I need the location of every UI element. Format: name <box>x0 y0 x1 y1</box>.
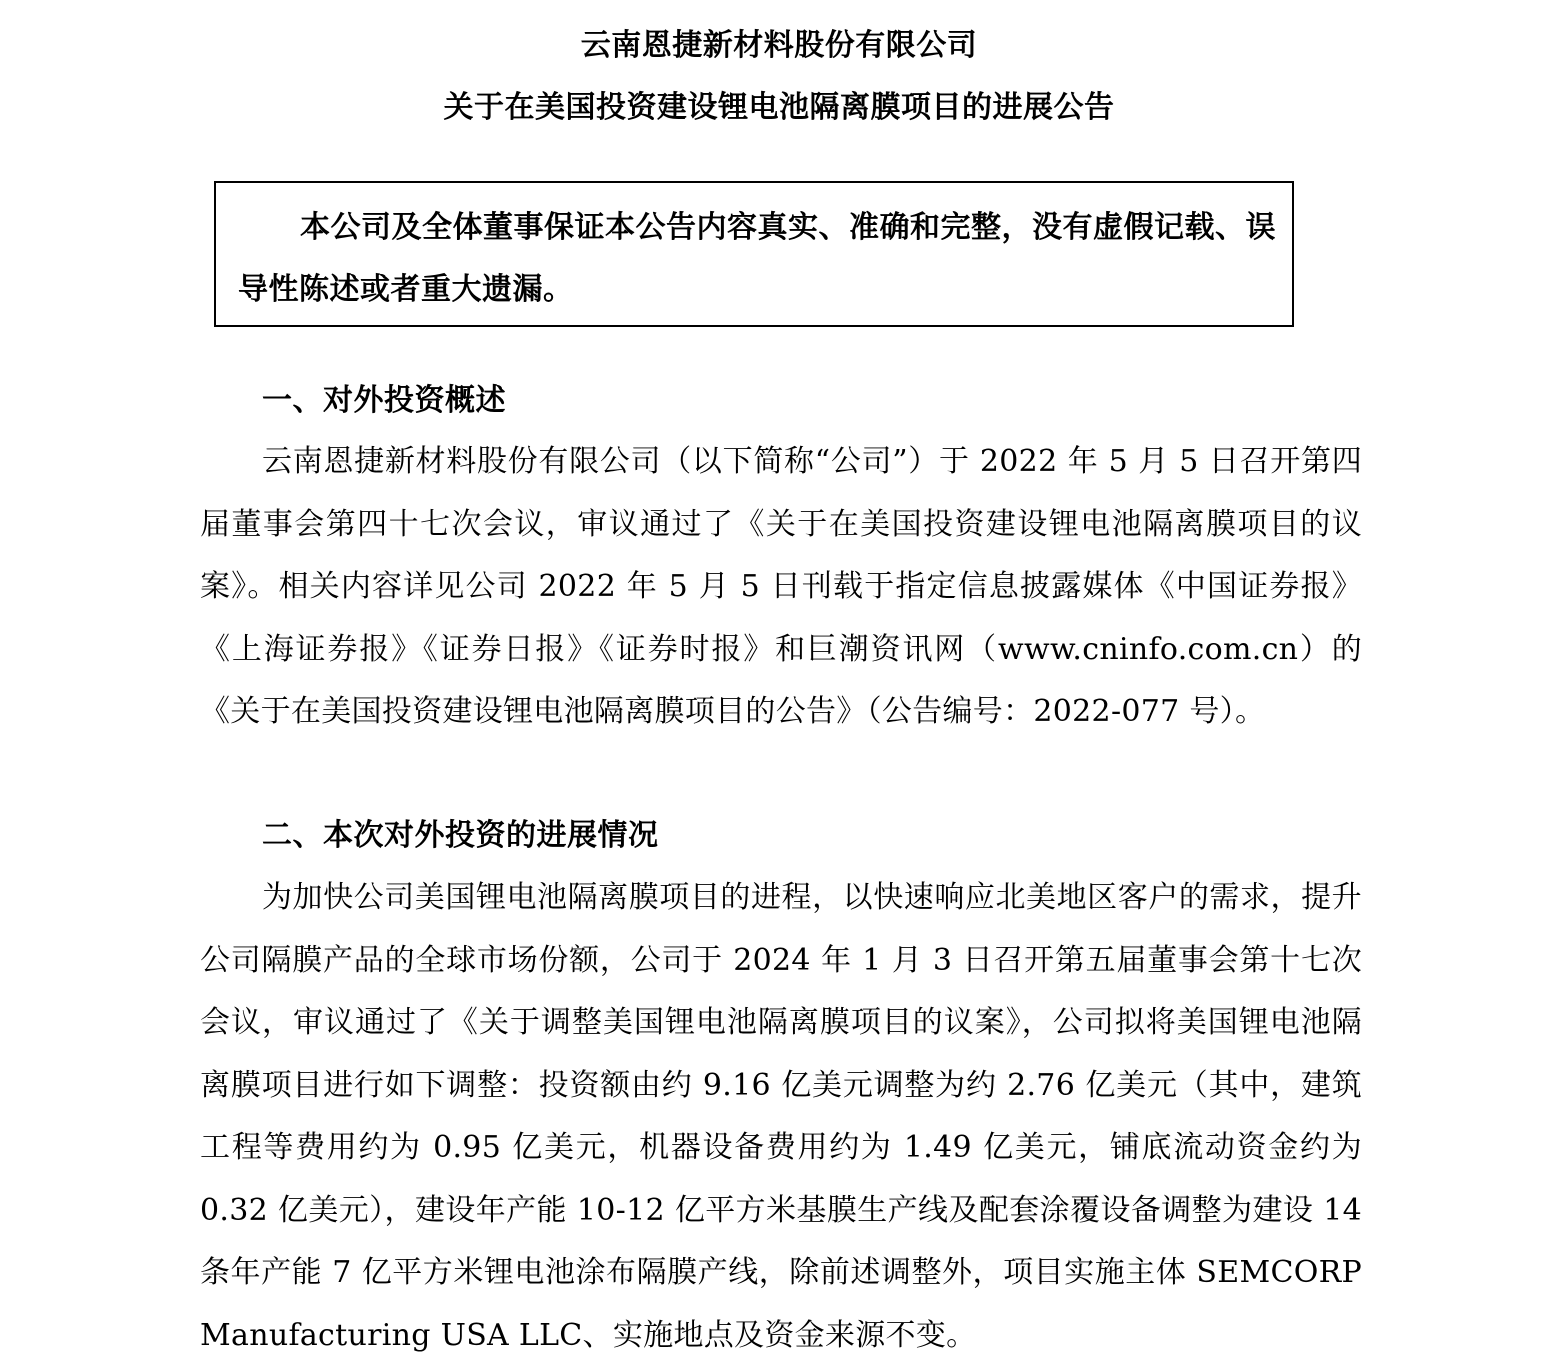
notice-box <box>214 181 1294 327</box>
notice-text: 本公司及全体董事保证本公告内容真实、准确和完整，没有虚假记载、误导性陈述或者重大遗漏。 <box>238 210 1276 307</box>
section-paragraph-progress: 为加快公司美国锂电池隔离膜项目的进程，以快速响应北美地区客户的需求，提升公司隔膜产品的全球市场份额，公司于 2024 年 1 月 3 日召开第五届董事会第十七次会议，审议通过了《关于调整美国锂电池隔离膜项目的议案》，公司拟将美国锂电池隔离膜项目进行如下调整：投资额由约 9.16 亿美元调整为约 2.76 亿美元（其中，建筑工程等费用约为 0.95 亿美元，机器设备费用约为 1.49 亿美元，铺底流动资金约为 0.32 亿美元），建设年产能 10-12 亿平方米基膜生产线及配套涂覆设备调整为建设 14 条年产能 7 亿平方米锂电池涂布隔膜产线，除前述调整外，项目实施主体 SEMCORP Manufacturing USA LLC、实施地点及资金来源不变。 <box>200 880 1362 1353</box>
section-paragraph-overview: 云南恩捷新材料股份有限公司（以下简称“公司”）于 2022 年 5 月 5 日召开第四届董事会第四十七次会议，审议通过了《关于在美国投资建设锂电池隔离膜项目的议案》。相关内容详见公司 2022 年 5 月 5 日刊载于指定信息披露媒体《中国证券报》《上海证券报》《证券日报》《证券时报》和巨潮资讯网（www.cninfo.com.cn）的《关于在美国投资建设锂电池隔离膜项目的公告》（公告编号：2022-077 号）。 <box>200 444 1362 729</box>
section-heading-overview: 一、对外投资概述 <box>262 383 506 418</box>
company-title: 云南恩捷新材料股份有限公司 <box>580 28 978 63</box>
announcement-title: 关于在美国投资建设锂电池隔离膜项目的进展公告 <box>443 90 1115 125</box>
section-heading-progress: 二、本次对外投资的进展情况 <box>262 818 659 853</box>
